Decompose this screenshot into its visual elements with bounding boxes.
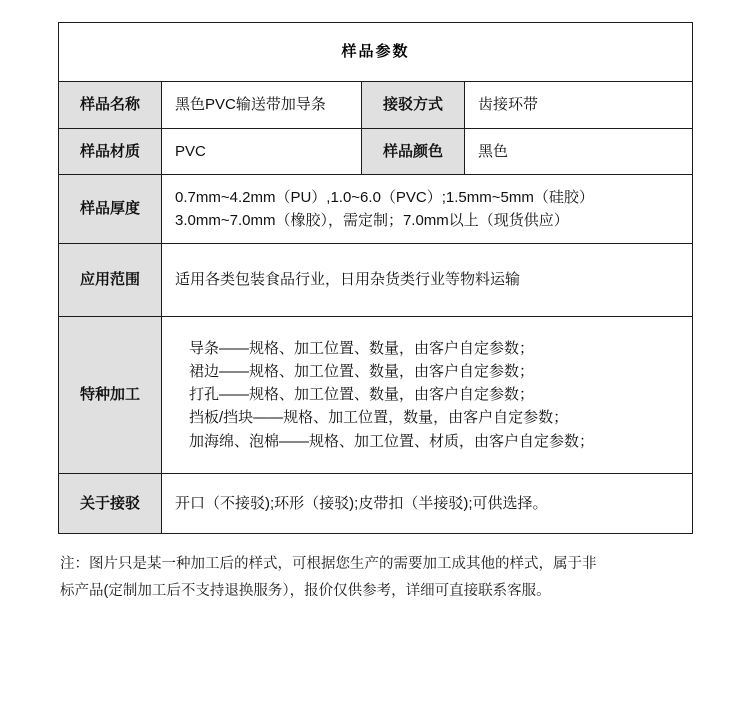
row-label-application: 应用范围	[59, 244, 162, 316]
row-label-sample-color: 样品颜色	[362, 128, 465, 174]
row-value-special-processing	[162, 316, 693, 473]
special-processing-line-1: 导条——规格、加工位置、数量，由客户自定参数；	[189, 339, 535, 357]
footer-note	[58, 551, 692, 605]
row-value-thickness	[162, 174, 693, 244]
footer-note-line-1: 注：图片只是某一种加工后的样式，可根据您生产的需要加工成其他的样式，属于非	[60, 556, 597, 572]
row-label-thickness: 样品厚度	[59, 174, 162, 244]
row-label-special-processing: 特种加工	[59, 316, 162, 473]
row-value-joining-method: 齿接环带	[465, 82, 693, 128]
row-value-application: 适用各类包装食品行业，日用杂货类行业等物料运输	[162, 244, 693, 316]
special-processing-line-3: 打孔——规格、加工位置、数量，由客户自定参数；	[189, 386, 535, 403]
table-row	[59, 128, 693, 174]
table-row	[59, 473, 693, 533]
row-label-connection: 关于接驳	[59, 473, 162, 533]
footer-note-line-2: 标产品(定制加工后不支持退换服务），报价仅供参考，详细可直接联系客服。	[60, 582, 551, 599]
row-value-sample-color: 黑色	[465, 128, 693, 174]
table-row	[59, 174, 693, 244]
row-value-connection: 开口（不接驳);环形（接驳);皮带扣（半接驳);可供选择。	[162, 473, 693, 533]
row-value-sample-material: PVC	[162, 128, 362, 174]
thickness-line-1: 0.7mm~4.2mm（PU）,1.0~6.0（PVC）;1.5mm~5mm（硅胶）	[175, 188, 594, 206]
table-row	[59, 244, 693, 316]
special-processing-line-4: 挡板/挡块——规格、加工位置，数量，由客户自定参数；	[189, 409, 569, 427]
specification-table	[58, 22, 693, 534]
row-label-joining-method: 接驳方式	[362, 82, 465, 128]
row-value-sample-name: 黑色PVC输送带加导条	[162, 82, 362, 128]
spec-sheet-page	[0, 22, 750, 701]
table-row	[59, 82, 693, 128]
row-label-sample-name: 样品名称	[59, 82, 162, 128]
page-title: 样品参数	[59, 23, 693, 82]
table-row-title	[59, 23, 693, 82]
row-label-sample-material: 样品材质	[59, 128, 162, 174]
table-row	[59, 316, 693, 473]
thickness-line-2: 3.0mm~7.0mm（橡胶），需定制；7.0mm以上（现货供应）	[175, 212, 569, 229]
special-processing-line-2: 裙边——规格、加工位置、数量，由客户自定参数；	[189, 362, 535, 380]
special-processing-line-5: 加海绵、泡棉——规格、加工位置、材质，由客户自定参数；	[189, 432, 595, 450]
